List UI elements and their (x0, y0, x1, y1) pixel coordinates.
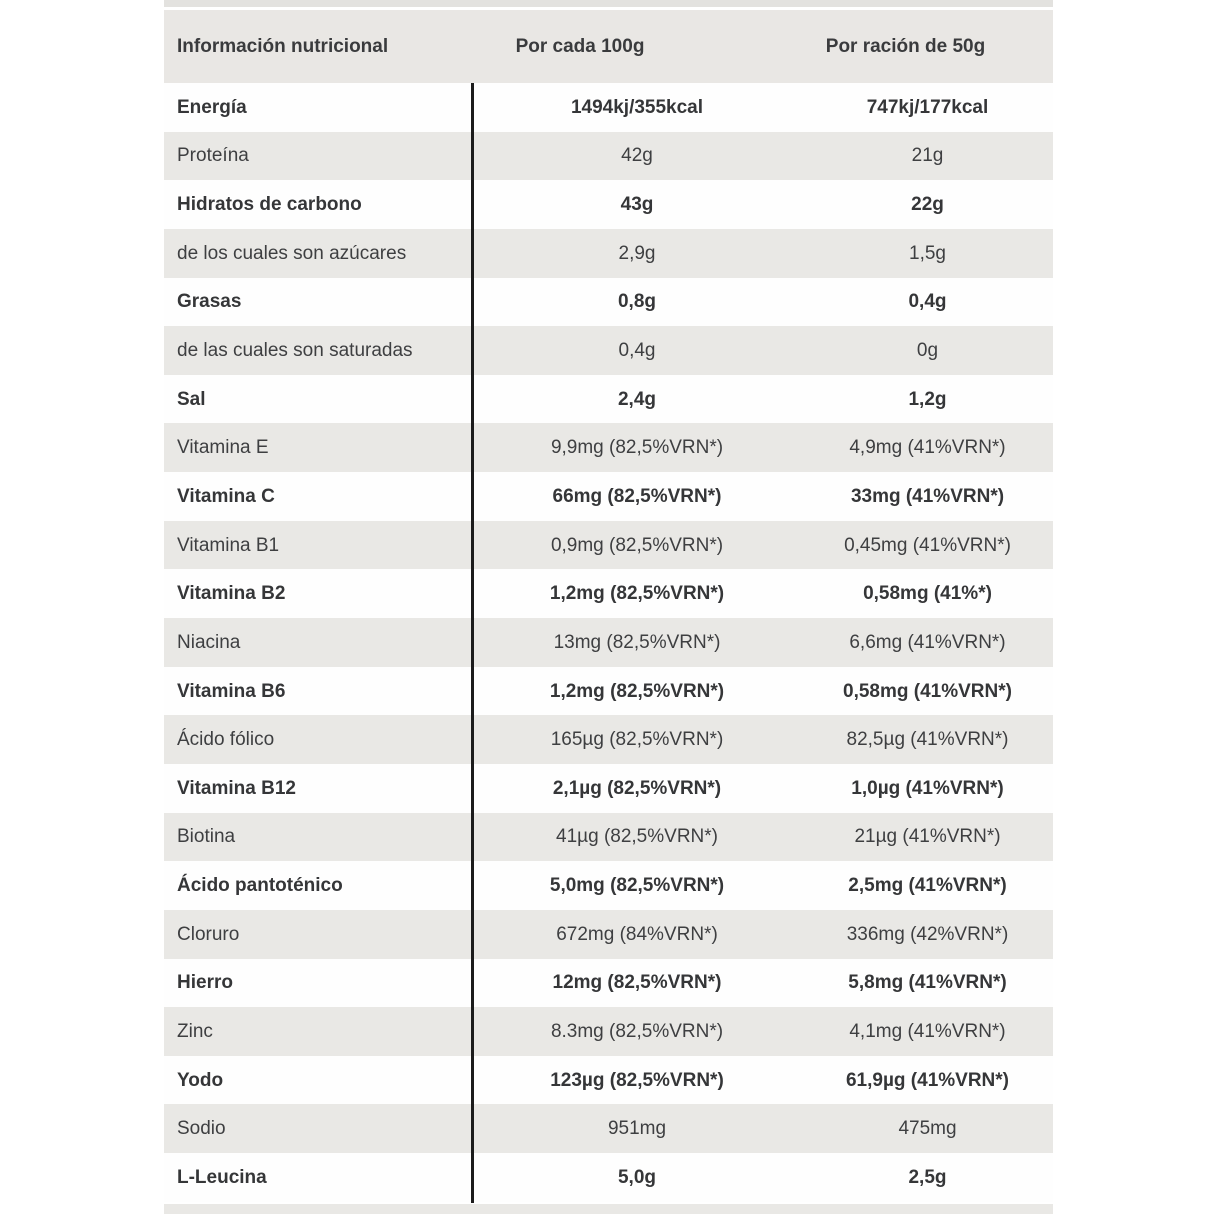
table-row (164, 1007, 1053, 1056)
nutrient-name: L-Leucina (177, 1166, 267, 1188)
value-per-100g: 42g (621, 145, 653, 167)
nutrient-name: Vitamina B2 (177, 583, 286, 605)
table-row (164, 521, 1053, 570)
nutrient-name: de las cuales son saturadas (177, 340, 413, 362)
bottom-strip (164, 1204, 1053, 1214)
nutrient-name: Vitamina B1 (177, 534, 280, 556)
value-per-100g: 0,8g (617, 291, 657, 313)
table-row (164, 83, 1053, 132)
nutrient-name: Grasas (177, 291, 242, 313)
value-per-100g: 5,0mg (82,5%VRN*) (549, 875, 725, 897)
value-per-50g: 61,9µg (41%VRN*) (845, 1069, 1009, 1091)
nutrient-name: Vitamina C (177, 485, 275, 507)
table-row (164, 667, 1053, 716)
value-per-100g: 2,1µg (82,5%VRN*) (552, 777, 722, 799)
nutrient-name: Vitamina E (177, 437, 269, 459)
top-strip (164, 0, 1053, 7)
nutrient-name: Hierro (177, 972, 233, 994)
table-header-row (164, 10, 1053, 83)
table-row (164, 861, 1053, 910)
header-nutrition-info: Información nutricional (177, 36, 389, 57)
value-per-100g: 123µg (82,5%VRN*) (550, 1069, 724, 1091)
value-per-50g: 1,5g (909, 242, 946, 264)
nutrient-name: Hidratos de carbono (177, 194, 362, 216)
table-row (164, 910, 1053, 959)
value-per-100g: 1,2mg (82,5%VRN*) (549, 680, 725, 702)
table-row (164, 1056, 1053, 1105)
value-per-50g: 22g (911, 194, 944, 216)
table-row (164, 326, 1053, 375)
value-per-100g: 2,9g (618, 242, 656, 264)
value-per-100g: 2,4g (617, 388, 657, 410)
value-per-100g: 0,4g (618, 340, 656, 362)
table-row (164, 1153, 1053, 1202)
nutrient-name: Zinc (177, 1020, 213, 1042)
table-row (164, 229, 1053, 278)
table-row (164, 278, 1053, 327)
header-per-100g: Por cada 100g (515, 36, 645, 57)
table-row (164, 813, 1053, 862)
value-per-50g: 336mg (42%VRN*) (846, 923, 1009, 945)
value-per-50g: 2,5mg (41%VRN*) (848, 875, 1007, 897)
value-per-50g: 475mg (898, 1118, 957, 1140)
nutrient-name: Vitamina B12 (177, 777, 296, 799)
value-per-100g: 951mg (607, 1118, 667, 1140)
value-per-100g: 9,9mg (82,5%VRN*) (550, 437, 724, 459)
value-per-100g: 13mg (82,5%VRN*) (553, 631, 721, 653)
value-per-100g: 0,9mg (82,5%VRN*) (550, 534, 724, 556)
value-per-50g: 0,58mg (41%VRN*) (843, 680, 1012, 702)
table-row (164, 959, 1053, 1008)
nutrient-name: Sodio (177, 1118, 226, 1140)
value-per-100g: 66mg (82,5%VRN*) (552, 485, 722, 507)
nutrient-name: Ácido fólico (177, 729, 275, 751)
value-per-100g: 1494kj/355kcal (570, 96, 704, 118)
value-per-50g: 2,5g (908, 1166, 947, 1188)
value-per-50g: 0,58mg (41%*) (863, 583, 992, 605)
value-per-50g: 0g (916, 340, 939, 362)
table-body (164, 83, 1053, 1202)
value-per-50g: 21g (911, 145, 944, 167)
value-per-50g: 21µg (41%VRN*) (854, 826, 1001, 848)
value-per-50g: 4,9mg (41%VRN*) (849, 437, 1006, 459)
table-row (164, 423, 1053, 472)
nutrient-name: Ácido pantoténico (177, 875, 343, 897)
nutrient-name: Energía (177, 96, 247, 118)
value-per-100g: 1,2mg (82,5%VRN*) (549, 583, 725, 605)
nutrient-name: Niacina (177, 631, 241, 653)
nutrient-name: Sal (177, 388, 206, 410)
value-per-50g: 0,45mg (41%VRN*) (844, 534, 1011, 556)
value-per-50g: 747kj/177kcal (866, 96, 989, 118)
value-per-100g: 5,0g (617, 1166, 657, 1188)
table-row (164, 472, 1053, 521)
header-per-50g: Por ración de 50g (825, 36, 986, 57)
nutrient-name: Cloruro (177, 923, 240, 945)
value-per-50g: 1,0µg (41%VRN*) (851, 777, 1004, 799)
nutrient-name: Proteína (177, 145, 249, 167)
value-per-100g: 41µg (82,5%VRN*) (556, 826, 718, 848)
value-per-100g: 12mg (82,5%VRN*) (552, 972, 722, 994)
value-per-50g: 4,1mg (41%VRN*) (849, 1020, 1006, 1042)
table-row (164, 569, 1053, 618)
nutrient-name: de los cuales son azúcares (177, 242, 407, 264)
value-per-100g: 165µg (82,5%VRN*) (550, 729, 724, 751)
value-per-50g: 82,5µg (41%VRN*) (846, 729, 1009, 751)
value-per-50g: 1,2g (908, 388, 947, 410)
value-per-100g: 672mg (84%VRN*) (556, 923, 718, 945)
value-per-100g: 8.3mg (82,5%VRN*) (550, 1020, 724, 1042)
value-per-50g: 0,4g (908, 291, 947, 313)
table-row (164, 715, 1053, 764)
table-row (164, 180, 1053, 229)
table-row (164, 1104, 1053, 1153)
table-row (164, 618, 1053, 667)
value-per-100g: 43g (620, 194, 654, 216)
value-per-50g: 33mg (41%VRN*) (850, 485, 1005, 507)
table-row (164, 764, 1053, 813)
column-divider (471, 83, 474, 1203)
nutrient-name: Biotina (177, 826, 236, 848)
table-row (164, 132, 1053, 181)
nutrient-name: Vitamina B6 (177, 680, 286, 702)
value-per-50g: 6,6mg (41%VRN*) (849, 631, 1006, 653)
nutrition-table (164, 0, 1053, 1214)
value-per-50g: 5,8mg (41%VRN*) (848, 972, 1007, 994)
table-row (164, 375, 1053, 424)
nutrient-name: Yodo (177, 1069, 224, 1091)
